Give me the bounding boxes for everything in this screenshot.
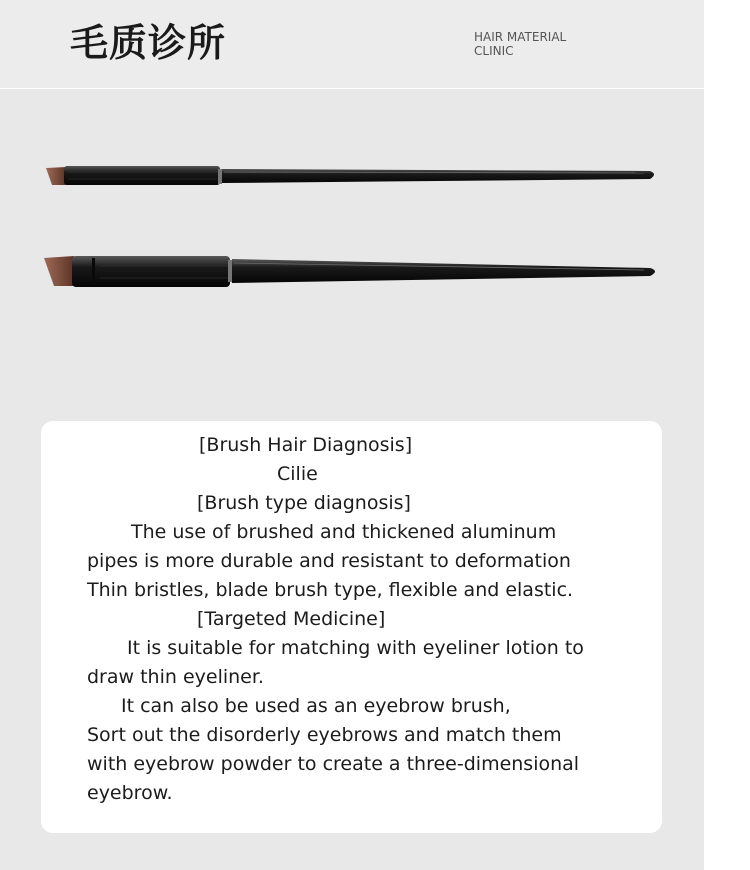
description-card [41, 421, 662, 833]
subtitle-line-2: CLINIC [474, 44, 514, 58]
header-bar [0, 0, 704, 89]
description-line: eyebrow. [87, 782, 173, 804]
bristle-tip [46, 167, 66, 185]
heading-brush-hair: [Brush Hair Diagnosis] [199, 434, 413, 456]
description-line: It can also be used as an eyebrow brush, [121, 695, 511, 717]
description-line: The use of brushed and thickened aluminum [131, 521, 557, 543]
heading-targeted-medicine: [Targeted Medicine] [197, 608, 386, 630]
description-line: Thin bristles, blade brush type, flexible and elastic. [87, 579, 574, 601]
description-line: It is suitable for matching with eyeliner lotion to [127, 637, 584, 659]
bristle-tip [44, 256, 74, 286]
heading-brush-type: [Brush type diagnosis] [197, 492, 411, 514]
handle [232, 259, 655, 283]
description-line: Sort out the disorderly eyebrows and match them [87, 724, 562, 746]
page-subtitle [474, 30, 594, 58]
subtitle-line-1: HAIR MATERIAL [474, 30, 567, 44]
description-line: with eyebrow powder to create a three-dimensional [87, 753, 580, 775]
angled-eyebrow-brush-image [44, 250, 664, 294]
thin-eyeliner-brush-image [44, 158, 664, 194]
description-line: pipes is more durable and resistant to deformation [87, 550, 571, 572]
page-title: 毛质诊所 [70, 21, 227, 65]
handle [222, 169, 654, 183]
description-line: draw thin eyeliner. [87, 666, 264, 688]
ferrule [72, 256, 230, 287]
brush-hair-value: Cilie [277, 463, 318, 485]
